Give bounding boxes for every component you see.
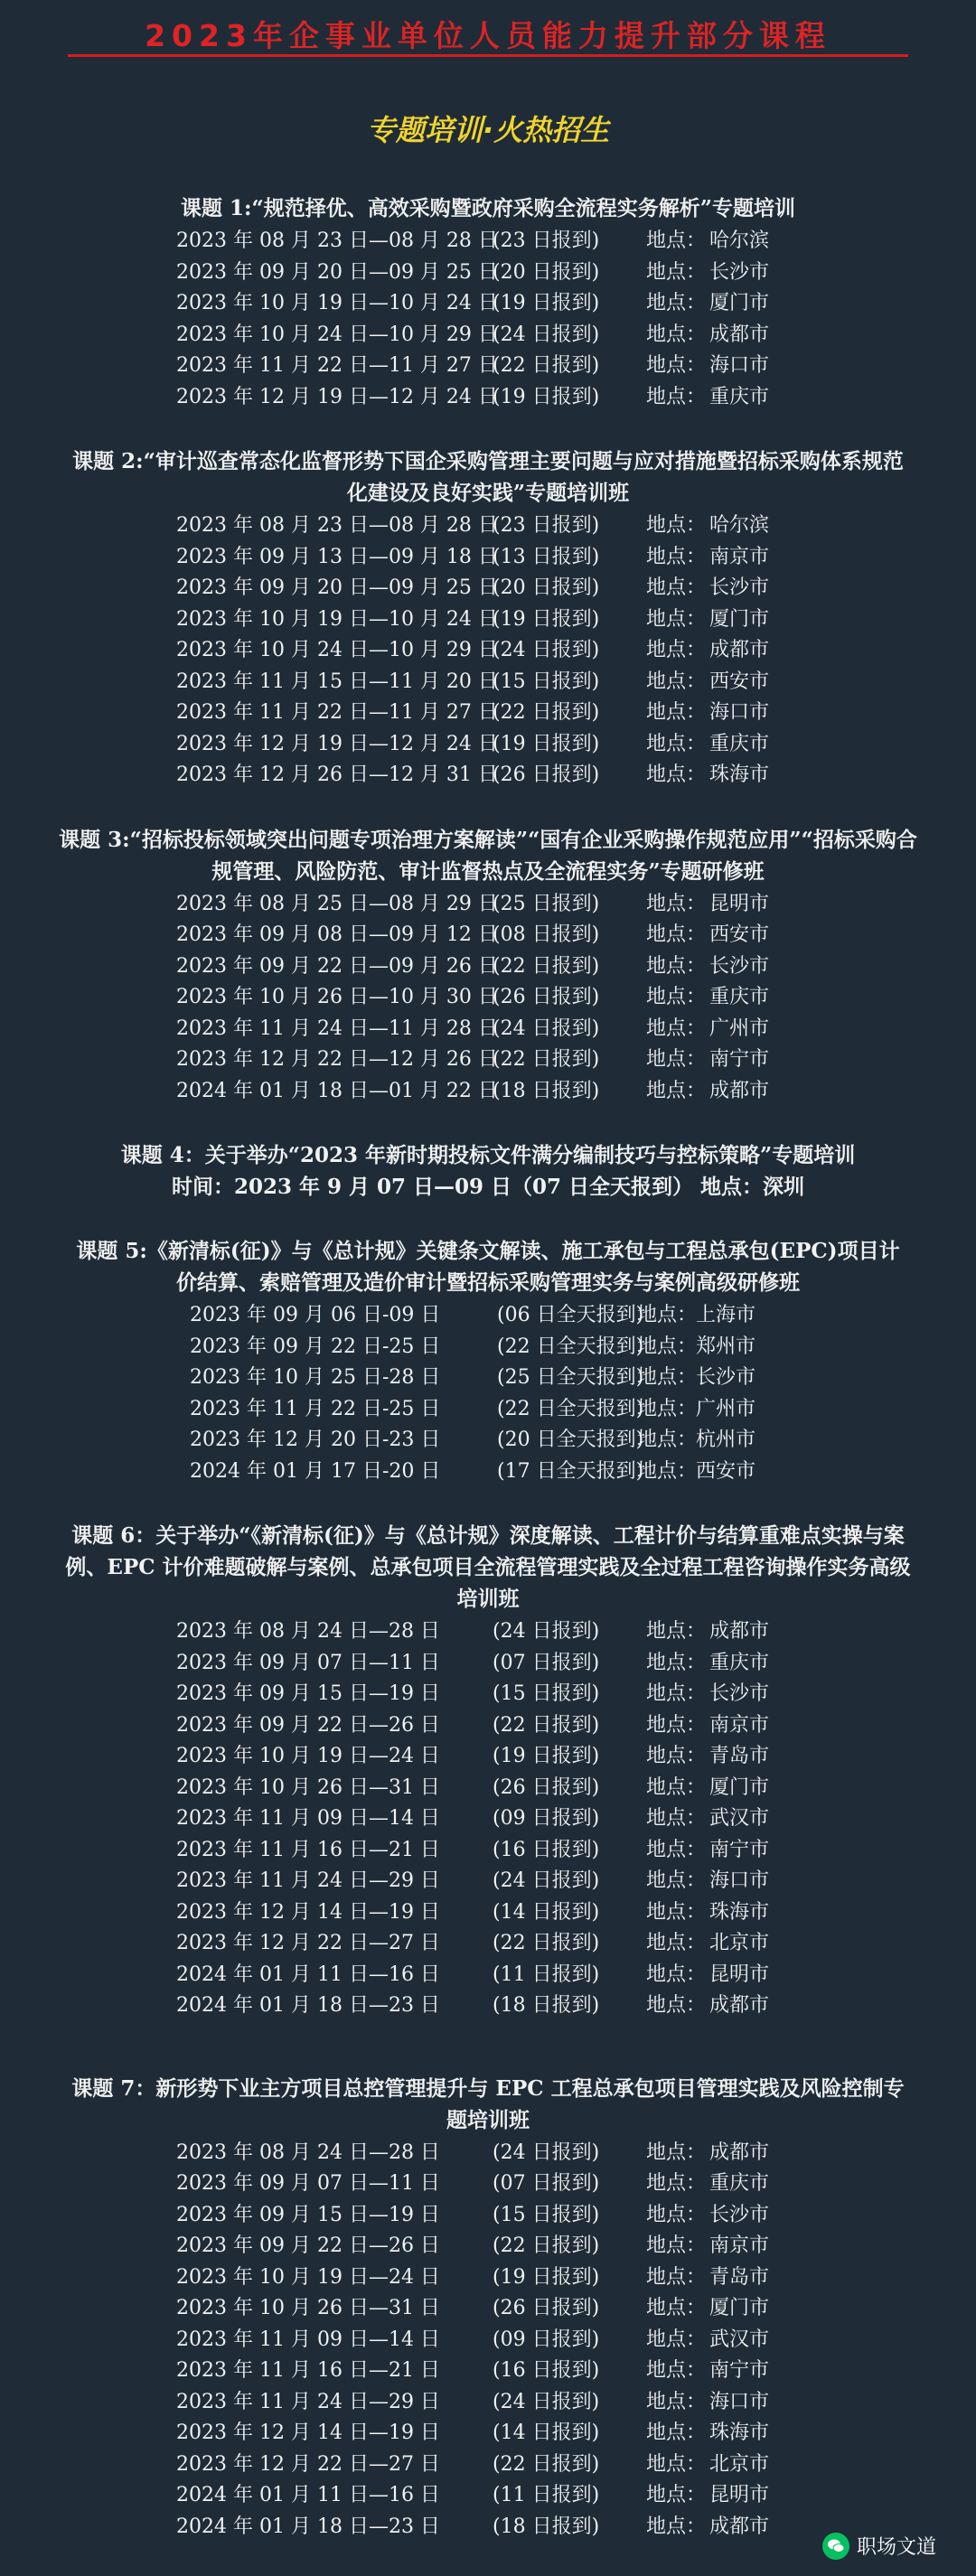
location-label: 地点： xyxy=(646,923,707,946)
location-label: 地点： xyxy=(646,323,707,346)
location-label: 地点： xyxy=(637,1397,698,1420)
location-city: 重庆市 xyxy=(709,385,770,408)
location-city: 南京市 xyxy=(709,1713,770,1737)
location-label: 地点： xyxy=(646,576,707,599)
location-label: 地点： xyxy=(646,260,707,284)
location-city: 成都市 xyxy=(709,2515,770,2538)
schedule-table xyxy=(68,1300,908,1487)
checkin-note: (07 日报到) xyxy=(493,2172,600,2195)
location-city: 厦门市 xyxy=(709,607,770,631)
schedule-table xyxy=(63,2138,913,2543)
location-city: 南宁市 xyxy=(709,1048,770,1071)
location-city: 郑州市 xyxy=(696,1335,756,1358)
date-range: 2023 年 12 月 22 日—27 日 xyxy=(176,1932,440,1954)
location-city: 哈尔滨 xyxy=(709,229,770,252)
date-range: 2023 年 12 月 19 日—12 月 24 日 xyxy=(176,385,498,408)
checkin-note: (22 日报到) xyxy=(493,701,600,724)
location-city: 海口市 xyxy=(709,1869,770,1892)
location-city: 武汉市 xyxy=(709,1807,770,1830)
date-range: 2023 年 10 月 19 日—10 月 24 日 xyxy=(176,292,498,314)
location-label: 地点： xyxy=(646,2203,707,2226)
location-city: 重庆市 xyxy=(709,732,770,755)
checkin-note: (18 日报到) xyxy=(493,2515,600,2538)
location-label: 地点： xyxy=(646,954,707,978)
checkin-note: (24 日报到) xyxy=(493,2140,600,2164)
location-label: 地点： xyxy=(646,545,707,568)
location-city: 青岛市 xyxy=(709,1745,770,1767)
checkin-note: (24 日报到) xyxy=(493,1016,600,1040)
checkin-note: (24 日报到) xyxy=(493,1869,600,1892)
location-label: 地点： xyxy=(646,2234,707,2257)
location-city: 厦门市 xyxy=(709,292,770,314)
checkin-note: (22 日报到) xyxy=(493,1932,600,1954)
date-range: 2023 年 10 月 26 日—31 日 xyxy=(176,2297,440,2319)
location-city: 武汉市 xyxy=(709,2328,770,2351)
location-city: 长沙市 xyxy=(709,260,770,284)
location-label: 地点： xyxy=(646,1807,707,1830)
date-range: 2023 年 11 月 16 日—21 日 xyxy=(176,2359,440,2382)
checkin-note: (19 日报到) xyxy=(493,385,600,408)
date-range: 2023 年 11 月 24 日—11 月 28 日 xyxy=(176,1016,498,1040)
location-city: 珠海市 xyxy=(709,1900,770,1924)
date-range: 2023 年 10 月 24 日—10 月 29 日 xyxy=(176,323,498,346)
location-city: 重庆市 xyxy=(709,2172,770,2195)
location-label: 地点： xyxy=(646,1745,707,1767)
checkin-note: (22 日报到) xyxy=(493,2234,600,2257)
checkin-note: (19 日报到) xyxy=(493,292,600,314)
location-label: 地点： xyxy=(646,2265,707,2289)
course-heading: 课题 2:“审计巡查常态化监督形势下国企采购管理主要问题与应对措施暨招标采购体系规范化建设及良好实践”专题培训班 xyxy=(72,449,904,505)
location-city: 重庆市 xyxy=(709,1651,770,1674)
location-label: 地点： xyxy=(646,514,707,537)
date-range: 2023 年 11 月 24 日—29 日 xyxy=(176,1869,440,1892)
date-range: 2023 年 10 月 26 日—31 日 xyxy=(176,1775,440,1799)
wechat-icon xyxy=(822,2533,849,2560)
checkin-note: (26 日报到) xyxy=(493,1775,600,1799)
location-label: 地点： xyxy=(646,607,707,631)
checkin-note: (24 日报到) xyxy=(493,323,600,346)
location-label: 地点： xyxy=(646,2452,707,2476)
checkin-note: (22 日报到) xyxy=(493,2452,600,2476)
checkin-note: (14 日报到) xyxy=(493,1900,600,1924)
location-city: 成都市 xyxy=(709,2140,770,2164)
checkin-note: (14 日报到) xyxy=(493,2421,600,2444)
location-label: 地点： xyxy=(646,670,707,693)
course-heading: 课题 4：关于举办“2023 年新时期投标文件满分编制技巧与控标策略”专题培训 xyxy=(120,1143,856,1167)
location-city: 西安市 xyxy=(709,923,770,946)
location-label: 地点： xyxy=(646,1994,707,2017)
date-range: 2023 年 09 月 15 日—19 日 xyxy=(176,1682,440,1705)
location-city: 珠海市 xyxy=(709,763,770,786)
checkin-note: (15 日报到) xyxy=(493,1682,600,1705)
location-city: 南京市 xyxy=(709,545,770,568)
date-range: 2023 年 11 月 22 日—11 月 27 日 xyxy=(176,701,498,724)
location-label: 地点： xyxy=(646,639,707,661)
watermark-label: 职场文道 xyxy=(856,2536,936,2559)
location-label: 地点： xyxy=(646,701,707,724)
date-range: 2023 年 10 月 19 日—24 日 xyxy=(176,2265,440,2289)
location-city: 重庆市 xyxy=(709,986,770,1008)
date-range: 2023 年 11 月 22 日—11 月 27 日 xyxy=(176,354,498,377)
location-city: 哈尔滨 xyxy=(709,514,770,537)
location-city: 长沙市 xyxy=(709,2203,770,2226)
location-label: 地点： xyxy=(646,892,707,915)
date-range: 2023 年 12 月 22 日—12 月 26 日 xyxy=(176,1048,498,1071)
location-city: 广州市 xyxy=(696,1397,756,1420)
course-time-line: 时间：2023 年 9 月 07 日—09 日（07 日全天报到） 地点：深圳 xyxy=(171,1175,805,1199)
location-label: 地点： xyxy=(637,1459,698,1483)
location-label: 地点： xyxy=(646,1620,707,1643)
checkin-note: (09 日报到) xyxy=(493,2328,600,2351)
location-label: 地点： xyxy=(646,1932,707,1954)
date-range: 2023 年 12 月 14 日—19 日 xyxy=(176,1900,440,1924)
checkin-note: (22 日报到) xyxy=(493,1048,600,1071)
location-city: 成都市 xyxy=(709,1994,770,2017)
checkin-note: (19 日报到) xyxy=(493,732,600,755)
location-city: 昆明市 xyxy=(709,892,770,915)
checkin-note: (22 日报到) xyxy=(493,1713,600,1737)
location-label: 地点： xyxy=(646,1079,707,1102)
checkin-note: (07 日报到) xyxy=(493,1651,600,1674)
location-city: 北京市 xyxy=(709,1932,770,1954)
location-label: 地点： xyxy=(646,763,707,786)
date-range: 2023 年 11 月 22 日-25 日 xyxy=(190,1397,441,1420)
date-range: 2023 年 10 月 24 日—10 月 29 日 xyxy=(176,639,498,661)
course-heading: 课题 1:“规范择优、高效采购暨政府采购全流程实务解析”专题培训 xyxy=(181,196,795,220)
checkin-note: (22 日报到) xyxy=(493,954,600,978)
schedule-table xyxy=(99,226,877,413)
location-city: 珠海市 xyxy=(709,2421,770,2444)
checkin-note: (23 日报到) xyxy=(493,229,600,252)
date-range: 2023 年 09 月 20 日—09 月 25 日 xyxy=(176,576,498,599)
date-range: 2024 年 01 月 18 日—23 日 xyxy=(176,1994,440,2017)
location-label: 地点： xyxy=(646,732,707,755)
date-range: 2023 年 09 月 13 日—09 月 18 日 xyxy=(176,545,498,568)
date-range: 2023 年 11 月 09 日—14 日 xyxy=(176,2328,440,2351)
checkin-note: (15 日报到) xyxy=(493,670,600,693)
location-label: 地点： xyxy=(646,1838,707,1861)
location-city: 南宁市 xyxy=(709,1838,770,1861)
date-range: 2023 年 09 月 07 日—11 日 xyxy=(176,1651,440,1674)
date-range: 2023 年 12 月 19 日—12 月 24 日 xyxy=(176,732,498,755)
location-city: 厦门市 xyxy=(709,1775,770,1799)
date-range: 2024 年 01 月 17 日-20 日 xyxy=(190,1459,441,1483)
location-city: 昆明市 xyxy=(709,2484,770,2506)
date-range: 2023 年 09 月 22 日—09 月 26 日 xyxy=(176,954,498,978)
location-city: 青岛市 xyxy=(709,2265,770,2289)
checkin-note: (20 日报到) xyxy=(493,260,600,284)
date-range: 2023 年 11 月 15 日—11 月 20 日 xyxy=(176,670,498,693)
course-heading: 课题 7：新形势下业主方项目总控管理提升与 EPC 工程总承包项目管理实践及风险控制专题培训班 xyxy=(71,2075,905,2132)
date-range: 2023 年 09 月 22 日-25 日 xyxy=(190,1335,441,1358)
checkin-note: (15 日报到) xyxy=(493,2203,600,2226)
location-label: 地点： xyxy=(646,1682,707,1705)
checkin-note: (26 日报到) xyxy=(493,763,600,786)
location-label: 地点： xyxy=(646,2359,707,2382)
location-label: 地点： xyxy=(646,1713,707,1737)
location-label: 地点： xyxy=(637,1304,698,1326)
checkin-note: (06 日全天报到) xyxy=(497,1304,644,1326)
date-range: 2023 年 08 月 25 日—08 月 29 日 xyxy=(176,892,498,915)
location-label: 地点： xyxy=(646,2421,707,2444)
location-label: 地点： xyxy=(646,1775,707,1799)
location-label: 地点： xyxy=(646,229,707,252)
date-range: 2024 年 01 月 11 日—16 日 xyxy=(176,1962,440,1986)
course-4 xyxy=(54,1139,922,1203)
location-city: 上海市 xyxy=(696,1304,756,1326)
location-label: 地点： xyxy=(646,385,707,408)
course-6 xyxy=(59,1520,917,2022)
location-city: 广州市 xyxy=(709,1016,770,1040)
schedule-table xyxy=(54,889,922,1108)
location-label: 地点： xyxy=(637,1335,698,1358)
location-city: 成都市 xyxy=(709,639,770,661)
date-range: 2023 年 12 月 22 日—27 日 xyxy=(176,2452,440,2476)
date-range: 2024 年 01 月 18 日—01 月 22 日 xyxy=(176,1079,498,1102)
date-range: 2023 年 08 月 24 日—28 日 xyxy=(176,1620,440,1643)
checkin-note: (20 日全天报到) xyxy=(497,1429,644,1451)
location-city: 长沙市 xyxy=(696,1366,756,1389)
date-range: 2023 年 12 月 20 日-23 日 xyxy=(190,1429,441,1451)
date-range: 2023 年 09 月 15 日—19 日 xyxy=(176,2203,440,2226)
checkin-note: (11 日报到) xyxy=(493,1962,600,1986)
course-5 xyxy=(68,1235,908,1487)
course-3 xyxy=(54,824,922,1108)
checkin-note: (25 日报到) xyxy=(493,892,600,915)
location-city: 南宁市 xyxy=(709,2359,770,2382)
date-range: 2023 年 09 月 22 日—26 日 xyxy=(176,1713,440,1737)
date-range: 2023 年 09 月 20 日—09 月 25 日 xyxy=(176,260,498,284)
checkin-note: (11 日报到) xyxy=(493,2484,600,2506)
date-range: 2023 年 08 月 23 日—08 月 28 日 xyxy=(176,514,498,537)
course-7 xyxy=(63,2073,913,2543)
location-city: 西安市 xyxy=(709,670,770,693)
checkin-note: (22 日全天报到) xyxy=(497,1335,644,1358)
location-city: 长沙市 xyxy=(709,1682,770,1705)
location-city: 成都市 xyxy=(709,323,770,346)
location-city: 长沙市 xyxy=(709,576,770,599)
location-label: 地点： xyxy=(637,1429,698,1451)
course-2 xyxy=(63,445,913,792)
checkin-note: (24 日报到) xyxy=(493,1620,600,1643)
checkin-note: (13 日报到) xyxy=(493,545,600,568)
checkin-note: (19 日报到) xyxy=(493,1745,600,1767)
location-label: 地点： xyxy=(646,2297,707,2319)
checkin-note: (18 日报到) xyxy=(493,1994,600,2017)
checkin-note: (08 日报到) xyxy=(493,923,600,946)
checkin-note: (16 日报到) xyxy=(493,1838,600,1861)
location-label: 地点： xyxy=(646,1962,707,1986)
location-label: 地点： xyxy=(646,2484,707,2506)
location-city: 厦门市 xyxy=(709,2297,770,2319)
location-city: 长沙市 xyxy=(709,954,770,978)
checkin-note: (19 日报到) xyxy=(493,2265,600,2289)
location-label: 地点： xyxy=(646,1016,707,1040)
date-range: 2023 年 11 月 16 日—21 日 xyxy=(176,1838,440,1861)
course-1 xyxy=(99,192,877,413)
location-label: 地点： xyxy=(646,1900,707,1924)
account-watermark xyxy=(822,2532,936,2560)
date-range: 2023 年 10 月 25 日-28 日 xyxy=(190,1366,441,1389)
location-city: 西安市 xyxy=(696,1459,756,1483)
date-range: 2024 年 01 月 11 日—16 日 xyxy=(176,2484,440,2506)
location-city: 南京市 xyxy=(709,2234,770,2257)
location-label: 地点： xyxy=(646,2515,707,2538)
location-city: 海口市 xyxy=(709,701,770,724)
checkin-note: (22 日报到) xyxy=(493,354,600,377)
schedule-table xyxy=(63,511,913,792)
date-range: 2023 年 12 月 26 日—12 月 31 日 xyxy=(176,763,498,786)
date-range: 2023 年 09 月 22 日—26 日 xyxy=(176,2234,440,2257)
checkin-note: (09 日报到) xyxy=(493,1807,600,1830)
checkin-note: (26 日报到) xyxy=(493,2297,600,2319)
course-heading: 课题 6：关于举办“《新清标(征)》与《总计规》深度解读、工程计价与结算重难点实操与案例、EPC 计价难题破解与案例、总承包项目全流程管理实践及全过程工程咨询操作实务高级培训班 xyxy=(65,1523,911,1611)
checkin-note: (24 日报到) xyxy=(493,639,600,661)
checkin-note: (20 日报到) xyxy=(493,576,600,599)
location-label: 地点： xyxy=(646,1869,707,1892)
date-range: 2023 年 09 月 07 日—11 日 xyxy=(176,2172,440,2195)
date-range: 2023 年 09 月 08 日—09 月 12 日 xyxy=(176,923,498,946)
location-label: 地点： xyxy=(646,986,707,1008)
date-range: 2023 年 10 月 26 日—10 月 30 日 xyxy=(176,986,498,1008)
location-city: 成都市 xyxy=(709,1620,770,1643)
location-city: 杭州市 xyxy=(696,1429,756,1451)
checkin-note: (19 日报到) xyxy=(493,607,600,631)
date-range: 2023 年 11 月 09 日—14 日 xyxy=(176,1807,440,1830)
location-label: 地点： xyxy=(646,1651,707,1674)
page-subtitle: 专题培训·火热招生 xyxy=(366,113,610,147)
location-city: 海口市 xyxy=(709,2390,770,2413)
location-city: 昆明市 xyxy=(709,1962,770,1986)
date-range: 2023 年 10 月 19 日—10 月 24 日 xyxy=(176,607,498,631)
location-label: 地点： xyxy=(637,1366,698,1389)
checkin-note: (26 日报到) xyxy=(493,986,600,1008)
location-label: 地点： xyxy=(646,2172,707,2195)
checkin-note: (18 日报到) xyxy=(493,1079,600,1102)
schedule-table xyxy=(59,1616,917,2022)
date-range: 2023 年 11 月 24 日—29 日 xyxy=(176,2390,440,2413)
date-range: 2023 年 09 月 06 日-09 日 xyxy=(190,1304,441,1326)
date-range: 2023 年 10 月 19 日—24 日 xyxy=(176,1745,440,1767)
course-heading: 课题 3:“招标投标领域突出问题专项治理方案解读”“国有企业采购操作规范应用”“招标采购合规管理、风险防范、审计监督热点及全流程实务”专题研修班 xyxy=(59,827,917,884)
date-range: 2024 年 01 月 18 日—23 日 xyxy=(176,2515,440,2538)
date-range: 2023 年 08 月 23 日—08 月 28 日 xyxy=(176,229,498,252)
location-city: 海口市 xyxy=(709,354,770,377)
location-label: 地点： xyxy=(646,2140,707,2164)
checkin-note: (23 日报到) xyxy=(493,514,600,537)
location-label: 地点： xyxy=(646,292,707,314)
course-heading: 课题 5:《新清标(征)》与《总计规》关键条文解读、施工承包与工程总承包(EPC)项目计价结算、索赔管理及造价审计暨招标采购管理实务与案例高级研修班 xyxy=(76,1239,900,1295)
page-title: 2023年企事业单位人员能力提升部分课程 xyxy=(145,18,831,53)
checkin-note: (25 日全天报到) xyxy=(497,1366,644,1389)
checkin-note: (24 日报到) xyxy=(493,2390,600,2413)
location-label: 地点： xyxy=(646,2390,707,2413)
checkin-note: (16 日报到) xyxy=(493,2359,600,2382)
location-city: 北京市 xyxy=(709,2452,770,2476)
date-range: 2023 年 08 月 24 日—28 日 xyxy=(176,2140,440,2164)
checkin-note: (17 日全天报到) xyxy=(497,1459,644,1483)
checkin-note: (22 日全天报到) xyxy=(497,1397,644,1420)
date-range: 2023 年 12 月 14 日—19 日 xyxy=(176,2421,440,2444)
location-label: 地点： xyxy=(646,1048,707,1071)
location-label: 地点： xyxy=(646,354,707,377)
location-label: 地点： xyxy=(646,2328,707,2351)
location-city: 成都市 xyxy=(709,1079,770,1102)
